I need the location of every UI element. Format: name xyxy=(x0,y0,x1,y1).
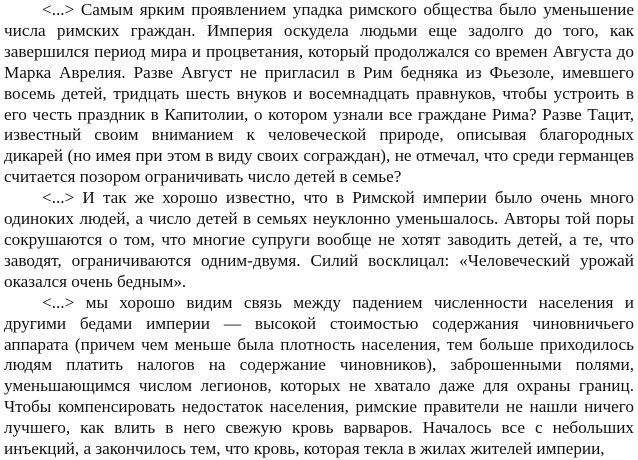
paragraph-1: <...> Самым ярким проявлением упадка римского общества было уменьшение числа римских граждан. Империя оскудела людьми еще задолго до того, как завершился период мира и процветания, который продолжался со времен Августа до Марка Аврелия. Разве Август не пригласил в Рим бедняка из Фьезоле, имевшего восемь детей, тридцать шесть внуков и восемнадцать правнуков, чтобы устроить в его честь праздник в Капитолии, о котором узнали все граждане Рима? Разве Тацит, известный своим вниманием к человеческой природе, описывая благородных дикарей (но имея при этом в виду своих сограждан), не отмечал, что среди германцев считается позором ограничивать число детей в семье? xyxy=(4,0,634,187)
paragraph-2: <...> И так же хорошо известно, что в Римской империи было очень много одиноких людей, а число детей в семьях неуклонно уменьшалось. Авторы той поры сокрушаются о том, что многие супруги вообще не хотят заводить детей, а те, что заводят, ограничиваются одним-двумя. Силий восклицал: «Человеческий урожай оказался очень бедным». xyxy=(4,188,634,291)
document-page xyxy=(4,0,634,460)
paragraph-3: <...> мы хорошо видим связь между падением численности населения и другими бедами империи — высокой стоимостью содержания чиновничьего аппарата (причем чем меньше была плотность населения, тем больше приходилось людям платить налогов на содержание чиновников), заброшенными полями, уменьшающимся числом легионов, которых не хватало даже для охраны границ. Чтобы компенсировать недостаток населения, римские правители не нашли ничего лучшего, как влить в него свежую кровь варваров. Началось все с небольших инъекций, а закончилось тем, что кровь, которая текла в жилах жителей империи, xyxy=(4,292,634,459)
